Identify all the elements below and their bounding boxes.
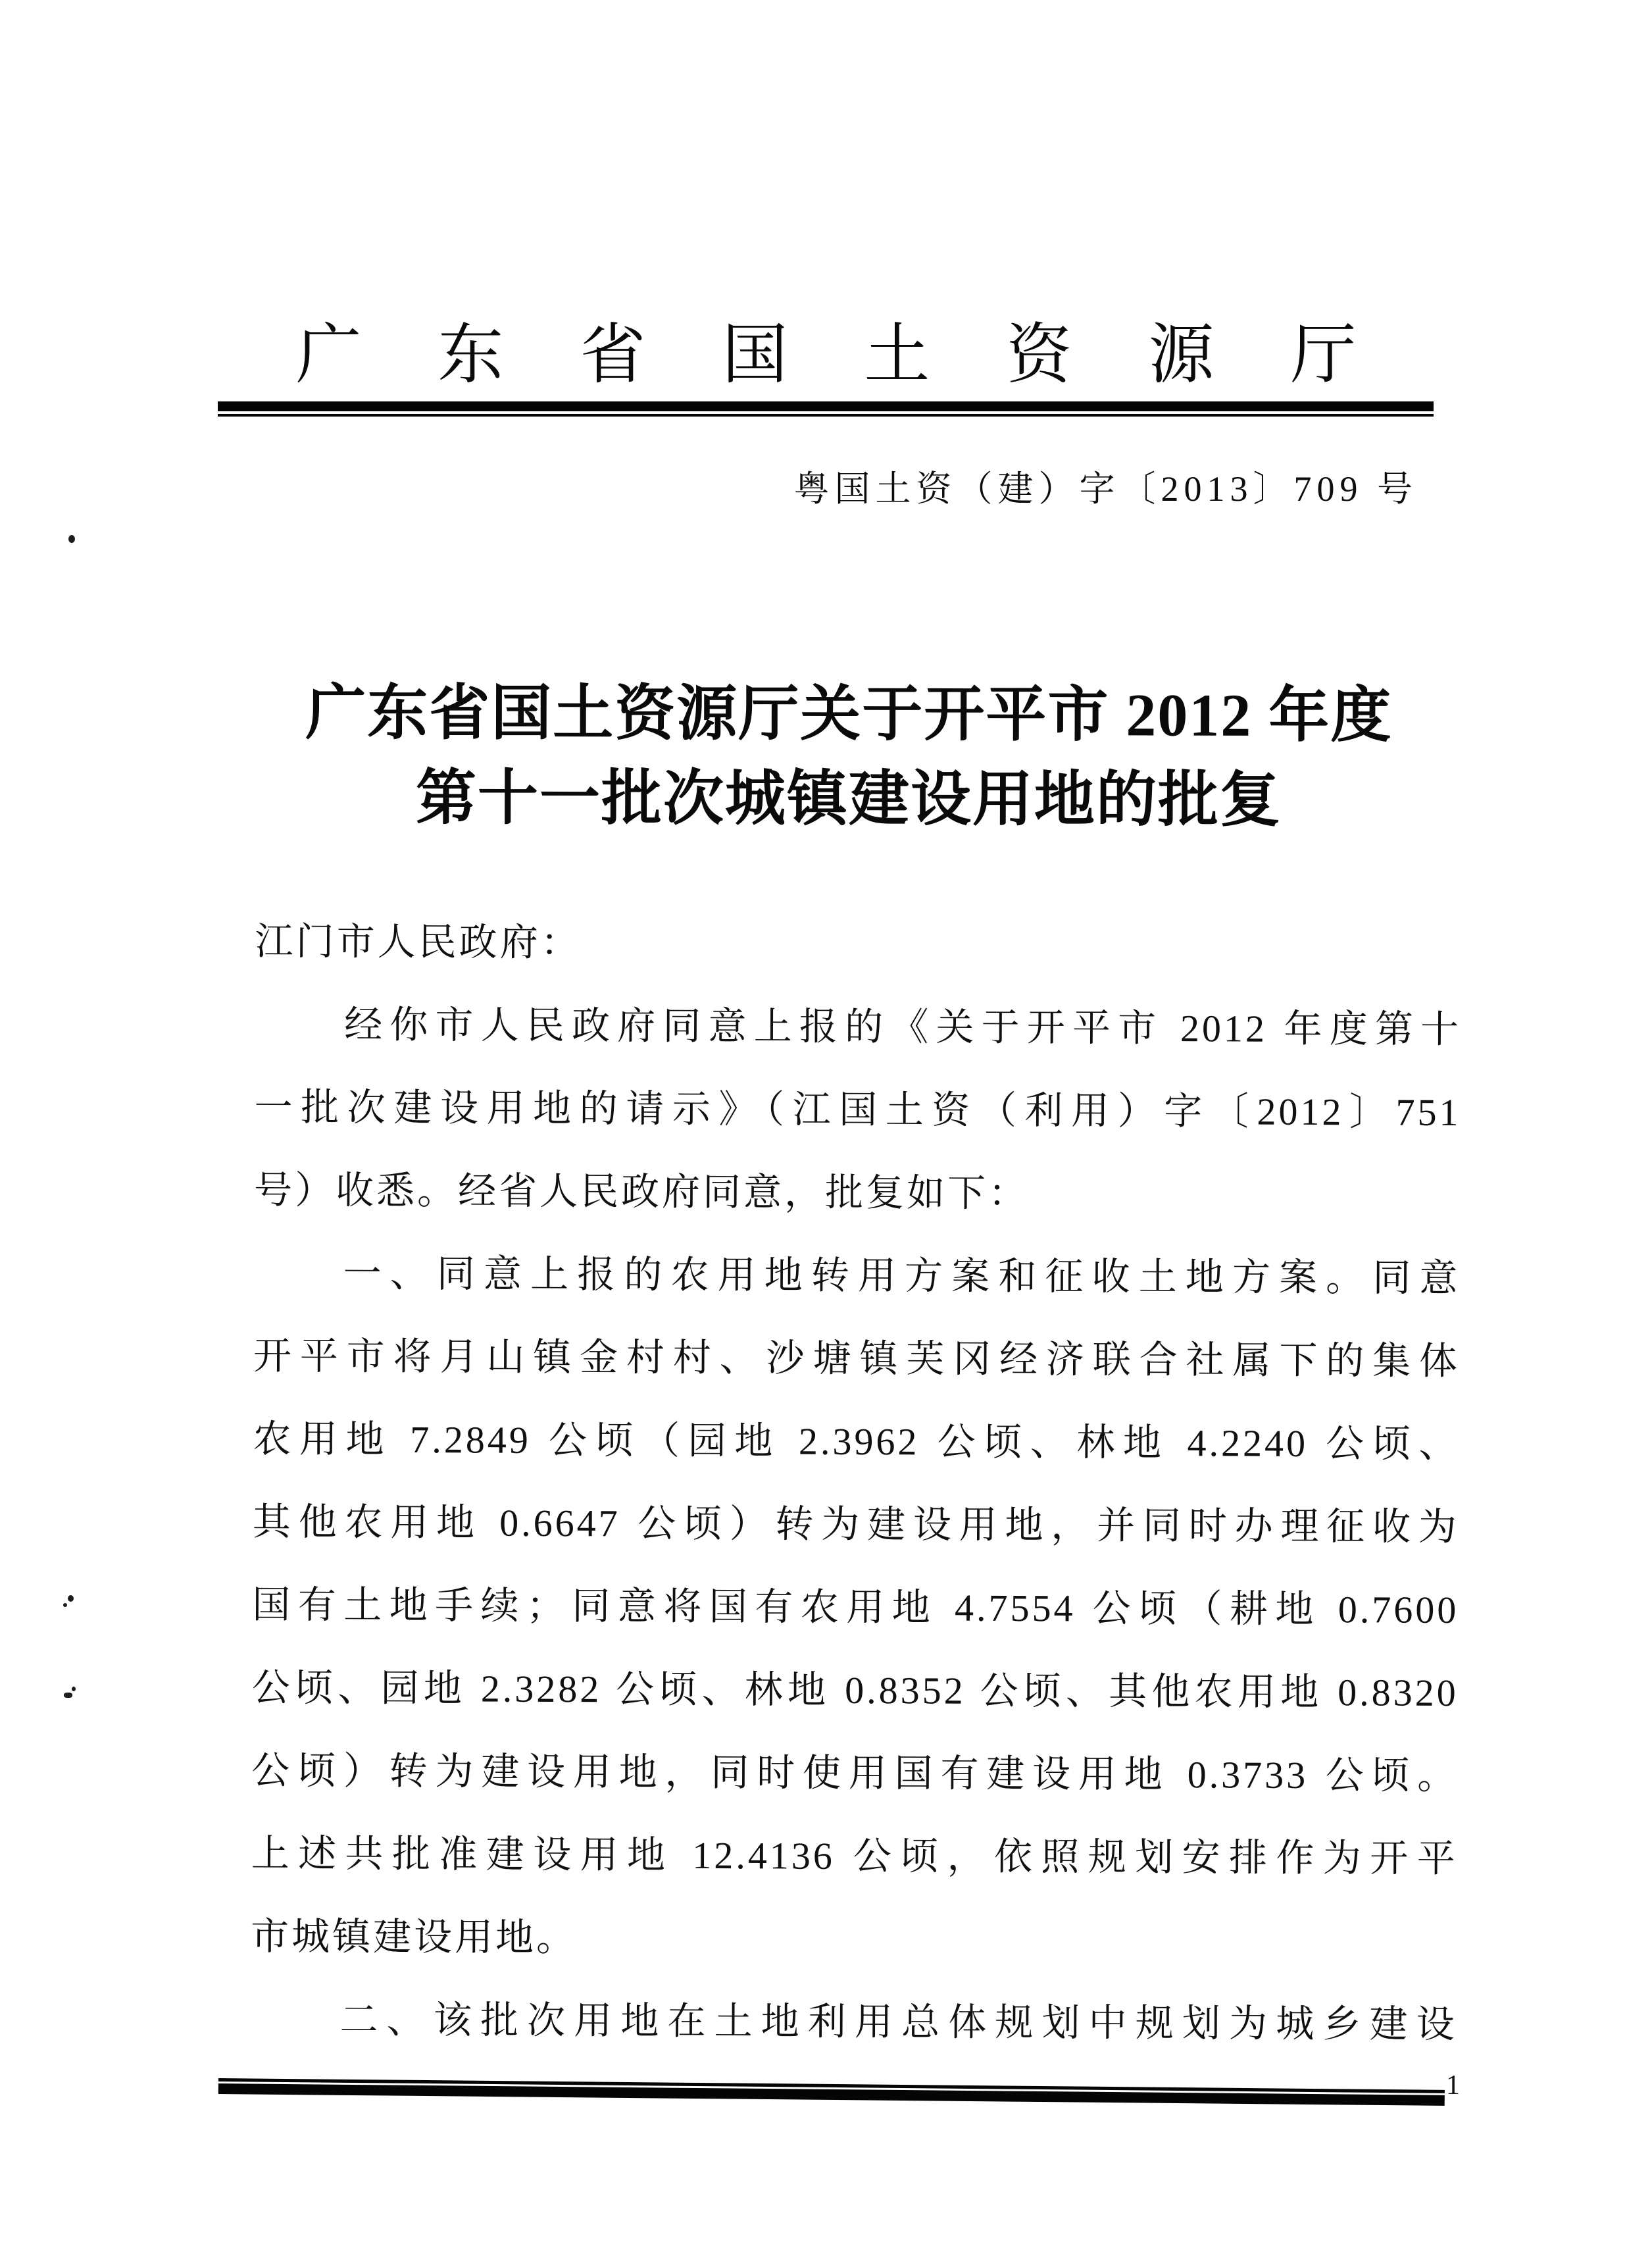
letterhead-agency-name: 广东省国土资源厅 xyxy=(295,319,1433,392)
scan-speck xyxy=(63,1603,67,1607)
document-title-line-1: 广东省国土资源厅关于开平市 2012 年度 xyxy=(305,679,1393,750)
letterhead-divider xyxy=(218,401,1434,417)
body-line: 农用地 7.2849 公顷（园地 2.3962 公顷、林地 4.2240 公顷、 xyxy=(253,1417,1460,1466)
body-line: 公顷、园地 2.3282 公顷、林地 0.8352 公顷、其他农用地 0.8320 xyxy=(251,1666,1459,1714)
body-line: 一、同意上报的农用地转用方案和征收土地方案。同意 xyxy=(343,1252,1461,1300)
scan-speck xyxy=(68,535,75,543)
document-body xyxy=(250,900,1462,2066)
body-line: 号）收悉。经省人民政府同意，批复如下： xyxy=(253,1168,1030,1215)
body-line: 开平市将月山镇金村村、沙塘镇芙冈经济联合社属下的集体 xyxy=(253,1334,1461,1383)
footer-divider xyxy=(218,2078,1445,2106)
letterhead-divider-thick-line xyxy=(218,401,1434,411)
scan-speck xyxy=(64,1693,72,1698)
body-line: 上述共批准建设用地 12.4136 公顷，依照规划安排作为开平 xyxy=(251,1831,1458,1880)
body-line: 市城镇建设用地。 xyxy=(250,1914,578,1960)
scan-speck xyxy=(72,1687,76,1691)
scan-speck xyxy=(68,1595,74,1602)
body-line: 一批次建设用地的请示》（江国土资（利用）字〔2012〕751 xyxy=(254,1085,1461,1134)
document-reference-number: 粤国土资（建）字〔2013〕709 号 xyxy=(793,469,1418,509)
body-line: 经你市人民政府同意上报的《关于开平市 2012 年度第十 xyxy=(344,1003,1462,1052)
letterhead-divider-thin-line xyxy=(218,414,1434,417)
page-number: 1 xyxy=(1446,2070,1460,2101)
body-line: 二、该批次用地在土地利用总体规划中规划为城乡建设 xyxy=(339,1998,1457,2046)
document-title xyxy=(22,670,1652,844)
document-title-line-2: 第十一批次城镇建设用地的批复 xyxy=(415,764,1282,834)
body-line-recipient: 江门市人民政府： xyxy=(255,919,582,965)
body-line: 公顷）转为建设用地，同时使用国有建设用地 0.3733 公顷。 xyxy=(251,1748,1459,1797)
body-line: 国有土地手续；同意将国有农用地 4.7554 公顷（耕地 0.7600 xyxy=(252,1583,1459,1631)
body-line: 其他农用地 0.6647 公顷）转为建设用地，并同时办理征收为 xyxy=(252,1500,1460,1548)
